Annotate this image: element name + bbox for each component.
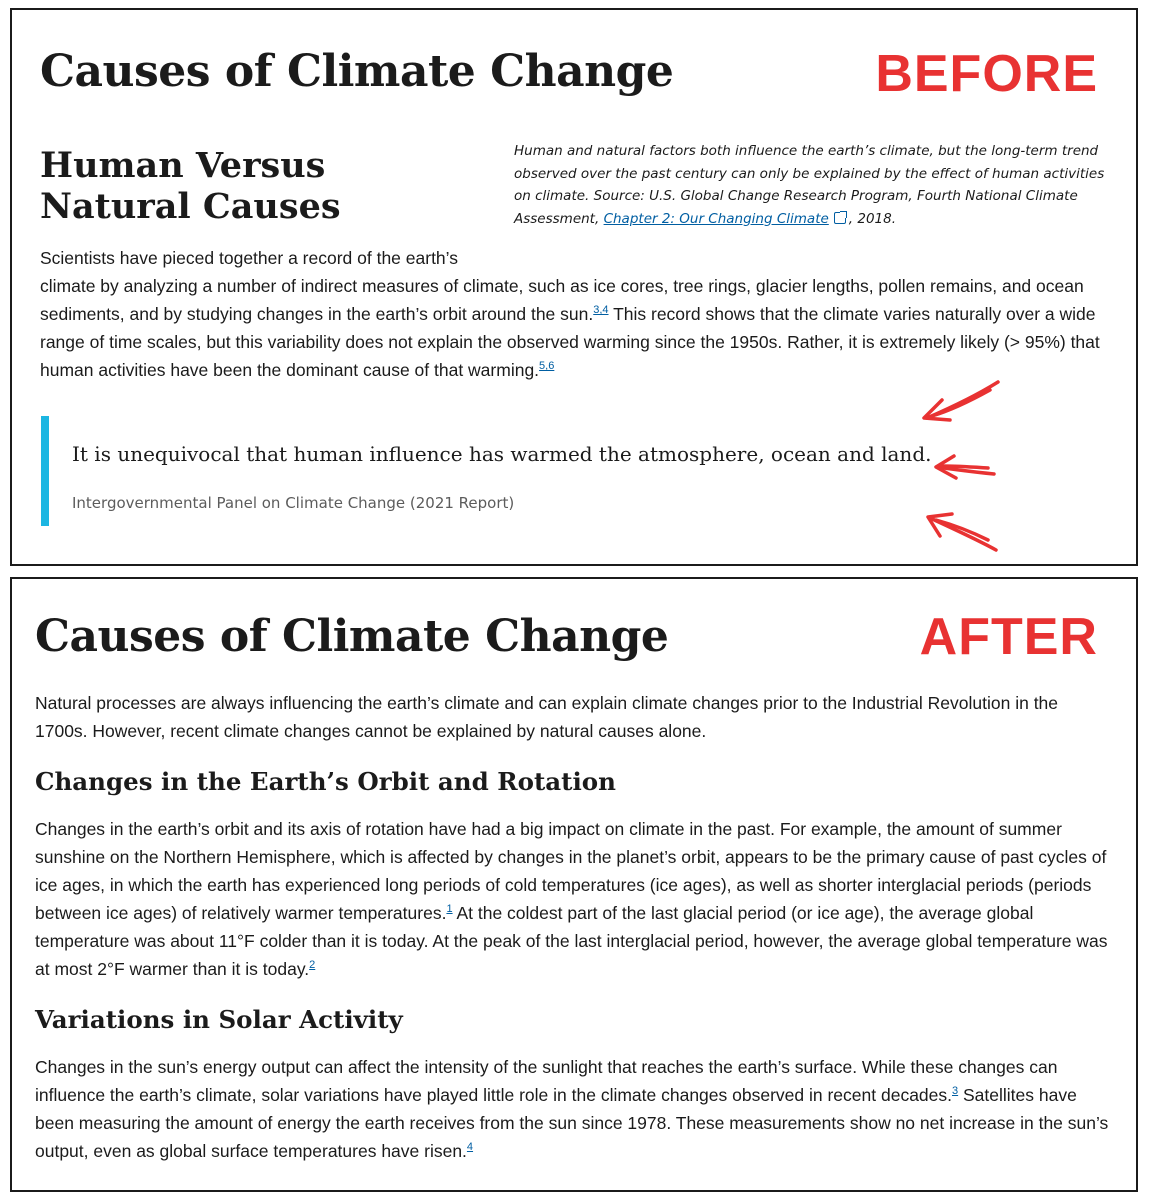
orbit-heading: Changes in the Earth’s Orbit and Rotation: [35, 767, 616, 796]
solar-heading: Variations in Solar Activity: [35, 1005, 403, 1034]
quote-accent-bar: [41, 416, 49, 526]
footnote-link[interactable]: 3: [952, 1085, 959, 1098]
blockquote-citation: Intergovernmental Panel on Climate Change (2021 Report): [72, 494, 515, 512]
footnote-link[interactable]: 3,4: [593, 304, 609, 317]
solar-paragraph: [35, 1053, 1115, 1165]
before-stamp: BEFORE: [875, 45, 1098, 103]
page-title: Causes of Climate Change: [40, 46, 674, 97]
external-link-icon: [834, 212, 846, 224]
red-arrow-icon: [902, 370, 1022, 570]
intro-paragraph: Natural processes are always influencing the earth’s climate and can explain climate changes prior to the Industrial Revolution in the 1700s. However, recent climate changes cannot be explained by natural causes alone.: [35, 693, 1059, 741]
page-title: Causes of Climate Change: [35, 611, 669, 662]
footnote-link[interactable]: 5,6: [539, 360, 555, 373]
paragraph-text-1: Scientists have pieced together a record of the earth’s: [40, 248, 458, 268]
orbit-text-2: At the coldest part of the last glacial period (or ice age), the average global temperature was about 11°F colder than it is today. At the peak of the last interglacial period, however, the average global temperature was at most 2°F warmer than it is today.: [35, 903, 1108, 979]
before-panel: [10, 8, 1138, 566]
solar-text-2: Satellites have been measuring the amount of energy the earth receives from the sun since 1978. These measurements show no net increase in the sun’s output, even as global surface temperatures have risen.: [35, 1085, 1109, 1161]
after-stamp: AFTER: [919, 608, 1098, 666]
paragraph-text-3: This record shows that the climate varies naturally over a wide range of time scales, but this variability does not explain the observed warming since the 1950s. Rather, it is extremely likely (> 95%) that human activities have been the dominant cause of that warming.: [40, 304, 1100, 380]
figure-caption: [514, 140, 1109, 230]
before-paragraph: [40, 244, 1115, 384]
orbit-text-1: Changes in the earth’s orbit and its axis of rotation have had a big impact on climate in the past. For example, the amount of summer sunshine on the Northern Hemisphere, which is affected by changes in the planet’s orbit, appears to be the primary cause of past cycles of ice ages, in which the earth has experienced long periods of cold temperatures (ice ages), as well as shorter interglacial periods (periods between ice ages) of relatively warmer temperatures.: [35, 819, 1107, 923]
solar-text-1: Changes in the sun’s energy output can affect the intensity of the sunlight that reaches the earth’s surface. While these changes can influence the earth’s climate, solar variations have played little role in the climate changes observed in recent decades.: [35, 1057, 1058, 1105]
footnote-link[interactable]: 1: [446, 903, 453, 916]
after-panel: [10, 577, 1138, 1192]
footnote-link[interactable]: 4: [466, 1141, 474, 1154]
paragraph-text-2: climate by analyzing a number of indirect measures of climate, such as ice cores, tree rings, glacier lengths, pollen remains, and ocean sediments, and by studying changes in the earth’s orbit around the sun.: [40, 276, 1084, 324]
orbit-paragraph: [35, 815, 1115, 983]
section-title: Human Versus Natural Causes: [40, 145, 341, 228]
blockquote-text: It is unequivocal that human influence has warmed the atmosphere, ocean and land.: [72, 442, 932, 466]
caption-suffix: , 2018.: [848, 210, 897, 227]
footnote-link[interactable]: 2: [309, 959, 316, 972]
caption-text: Human and natural factors both influence the earth’s climate, but the long-term trend observed over the past century can only be explained by the effect of human activities on climate. Source: U.S. Global Change Research Program, Fourth National Climate Assessment,: [514, 143, 1105, 227]
caption-chapter-link[interactable]: Chapter 2: Our Changing Climate: [603, 210, 829, 227]
